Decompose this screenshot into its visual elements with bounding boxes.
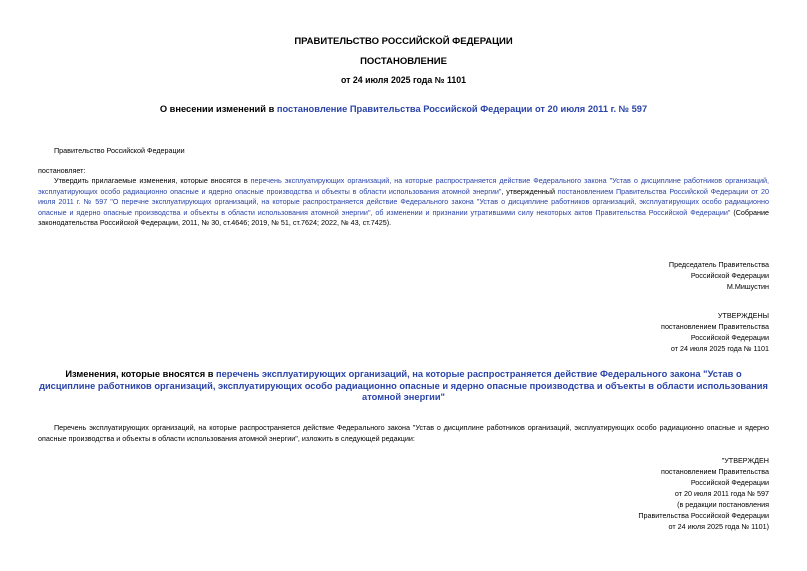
body-link-list[interactable]: перечень эксплуатирующих организаций, на которые распространяется действие Федерального закона "Устав о дисциплине работников организаций, эксплуатирующих особо радиационно опасные и ядерно опасные производства и объекты в области использования атомной энергии" (38, 176, 769, 196)
new-approval-line2: постановлением Правительства (661, 467, 769, 476)
header-doc-type: ПОСТАНОВЛЕНИЕ (360, 56, 447, 67)
new-approval-line4: от 20 июля 2011 года № 597 (674, 489, 769, 498)
changes-title-link[interactable]: перечень эксплуатирующих организаций, на которые распространяется действие Федерального закона "Устав о дисциплине работников организаций, эксплуатирующих особо радиационно опасные и ядерно опасные производства и объекты в области использования атомной энергии" (39, 369, 768, 402)
body-link-resolution-597[interactable]: постановлением Правительства Российской Федерации от 20 июля 2011 г. № 597 "О перечне эксплуатирующих организаций, на которые распространяется действие Федерального закона "Устав о дисциплине работников организаций, эксплуатирующих особо радиационно опасные и ядерно опасные производства и объекты в области использования атомной энергии", об изменении и признании утратившими силу некоторых актов Правительства Российской Федерации" (38, 186, 770, 217)
body-paragraph (38, 176, 769, 229)
new-approval-line1: "УТВЕРЖДЕН (721, 456, 769, 465)
document-title (0, 104, 807, 114)
header-date-number: от 24 июля 2025 года № 1101 (340, 75, 467, 85)
new-approval-line3: Российской Федерации (690, 478, 769, 487)
title-link-resolution-597[interactable]: постановление Правительства Российской Федерации от 20 июля 2011 г. № 597 (276, 104, 648, 114)
signature-block (669, 259, 769, 292)
approval-line2: постановлением Правительства (661, 322, 769, 331)
new-approval-line5: (в редакции постановления (677, 500, 769, 509)
approval-line4: от 24 июля 2025 года № 1101 (670, 344, 769, 353)
changes-body: Перечень эксплуатирующих организаций, на которые распространяется действие Федерального закона "Устав о дисциплине работников организаций, эксплуатирующих особо радиационно опасные и ядерно опасные производства и объекты в области использования атомной энергии", изложить в следующей редакции: (38, 423, 769, 443)
preamble-subject: Правительство Российской Федерации (54, 146, 185, 155)
title-prefix: О внесении изменений в (159, 104, 277, 114)
body-text-3: (Собрание законодательства Российской Федерации, 2011, № 30, ст.4646; 2019, № 51, ст.7624; 2022, № 43, ст.7425). (38, 207, 770, 227)
new-approval-block (638, 455, 769, 532)
header-government: ПРАВИТЕЛЬСТВО РОССИЙСКОЙ ФЕДЕРАЦИИ (294, 36, 513, 47)
signature-name: М.Мишустин (726, 282, 769, 291)
signature-line2: Российской Федерации (690, 271, 769, 280)
approval-line3: Российской Федерации (690, 333, 769, 342)
approval-line1: УТВЕРЖДЕНЫ (717, 311, 769, 320)
changes-title (38, 369, 769, 404)
body-text-2: , утвержденный (501, 186, 558, 196)
new-approval-line6: Правительства Российской Федерации (638, 511, 769, 520)
new-approval-line7: от 24 июля 2025 года № 1101) (668, 522, 769, 531)
signature-line1: Председатель Правительства (668, 260, 769, 269)
body-text-1: Утвердить прилагаемые изменения, которые вносятся в (54, 176, 251, 185)
approval-block (661, 310, 769, 354)
preamble-decides: постановляет: (38, 166, 86, 175)
changes-title-prefix: Изменения, которые вносятся в (65, 369, 217, 379)
